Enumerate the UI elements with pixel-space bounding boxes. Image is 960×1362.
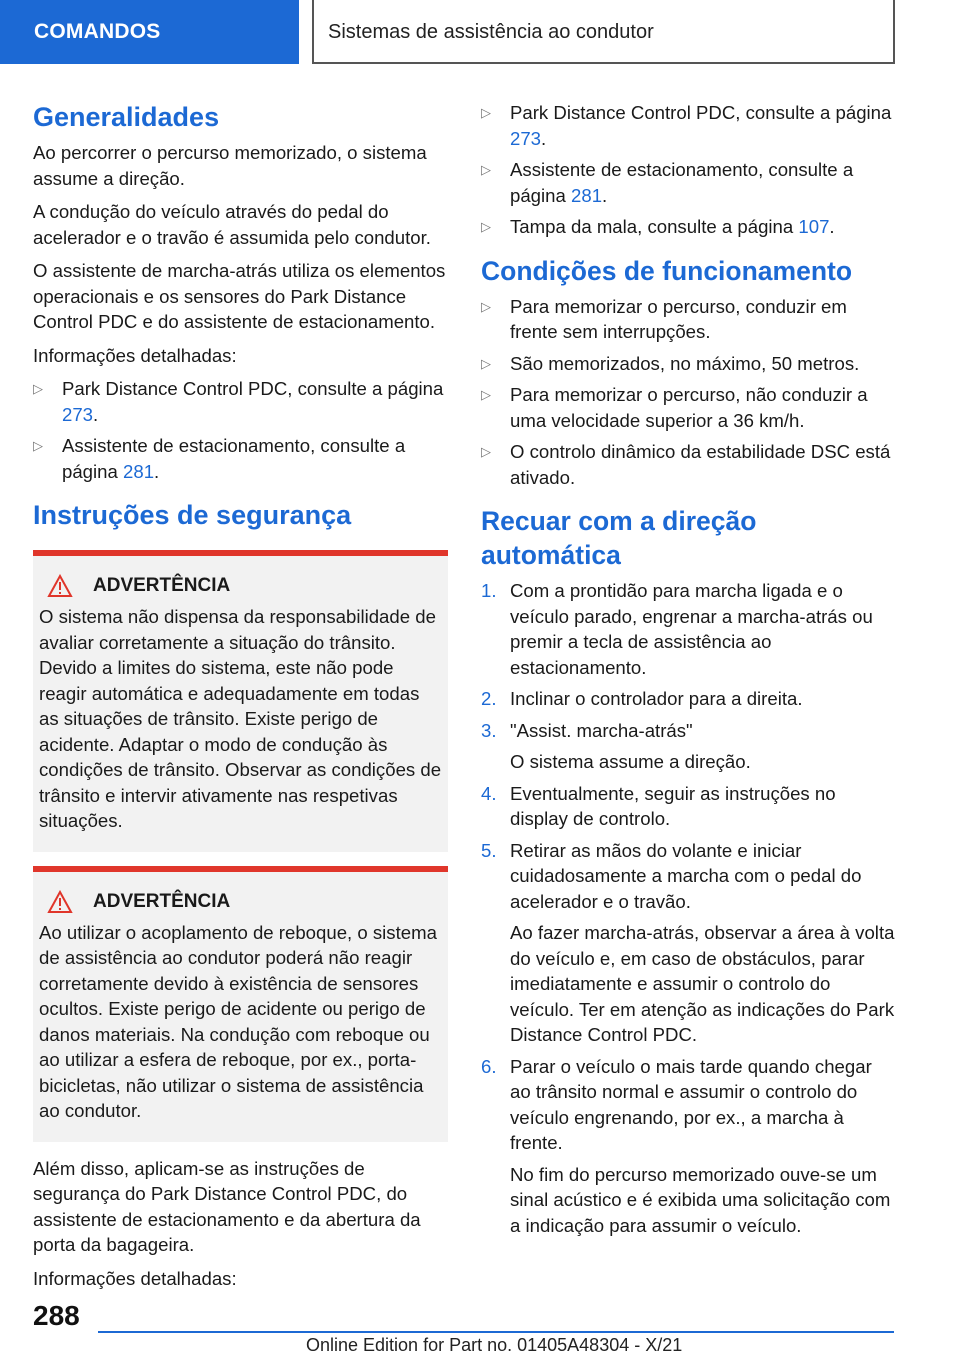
paragraph: A condução do veículo através do pedal do acelerador e o travão é assumida pelo condutor. xyxy=(33,201,431,248)
triangle-bullet-icon: ▷ xyxy=(481,387,491,402)
page-link[interactable]: 281 xyxy=(571,184,603,206)
conditions-list xyxy=(481,294,896,491)
list-item: 4. Eventualmente, seguir as instruções no display de controlo. xyxy=(481,782,836,829)
footer-divider xyxy=(98,1331,894,1333)
paragraph: Além disso, aplicam-se as instruções de segurança do Park Distance Control PDC, do assistente de estacionamento e da abertura da porta da bagageira. xyxy=(33,1157,421,1255)
list-item: ▷ Park Distance Control PDC, consulte a página 273. xyxy=(481,102,892,149)
list-item: ▷ São memorizados, no máximo, 50 metros. xyxy=(481,351,896,377)
ref-text: Assistente de estacionamento, consulte a página xyxy=(510,159,854,206)
page-link[interactable]: 273 xyxy=(510,127,542,149)
warning-label: ADVERTÊNCIA xyxy=(93,890,231,912)
triangle-bullet-icon: ▷ xyxy=(481,444,491,459)
heading-conditions: Condições de funcionamento xyxy=(481,255,853,286)
list-item: ▷ O controlo dinâmico da estabilidade DSC está ativado. xyxy=(481,441,891,488)
warning-box xyxy=(33,866,448,1142)
heading-reverse: Recuar com a direção automática xyxy=(481,506,757,570)
right-column xyxy=(481,100,896,1244)
ref-text: Assistente de estacionamento, consulte a página xyxy=(62,435,406,482)
ref-text: Park Distance Control PDC, consulte a página xyxy=(62,378,444,399)
triangle-bullet-icon: ▷ xyxy=(481,355,491,371)
page-link[interactable]: 281 xyxy=(123,460,155,482)
warning-title xyxy=(39,890,442,914)
paragraph: Informações detalhadas: xyxy=(33,344,237,366)
list-item: 2. Inclinar o controlador para a direita. xyxy=(481,688,803,709)
page-number: 288 xyxy=(33,1300,80,1331)
page-link[interactable]: 273 xyxy=(62,403,94,425)
warning-text: Ao utilizar o acoplamento de reboque, o sistema de assistência ao condutor poderá não reagir corretamente devido à existência de sensores ocultos. Existe perigo de acidente ou perigo de danos materiais. Na condução com reboque ou ao utilizar a esfera de reboque, por ex., porta-bicicletas, não utilizar o sistema de assistência ao condutor. xyxy=(39,921,437,1121)
chapter-title: Sistemas de assistência ao condutor xyxy=(312,0,895,64)
triangle-bullet-icon: ▷ xyxy=(33,438,43,453)
left-column xyxy=(33,100,448,1299)
list-item: 3. "Assist. marcha-atrás" O sistema assume a direção. xyxy=(481,719,751,772)
warning-label: ADVERTÊNCIA xyxy=(93,575,231,596)
list-item: 6. Parar o veículo o mais tarde quando chegar ao trânsito normal e assumir o controlo do veículo engrenando, por ex., a marcha à frente. No fim do percurso memorizado ouve-se um sinal acústico e é exibida uma solicitação com a indicação para assumir o veículo. xyxy=(481,1055,891,1236)
warning-text: O sistema não dispensa da responsabilidade de avaliar corretamente a situação do trânsito. Devido a limites do sistema, este não pode reagir automática e adequadamente em todas as situações de trânsito. Existe perigo de acidente. Adaptar o modo de condução às condições de trânsito. Observar as condições de trânsito e intervir ativamente nas respetivas situações. xyxy=(39,606,442,831)
list-item: ▷ Park Distance Control PDC, consulte a página 273. xyxy=(33,378,444,425)
paragraph: Ao percorrer o percurso memorizado, o sistema assume a direção. xyxy=(33,142,427,189)
heading-general: Generalidades xyxy=(33,102,220,132)
list-item: ▷ Assistente de estacionamento, consulte a página 281. xyxy=(481,159,854,206)
paragraph: O assistente de marcha-atrás utiliza os elementos operacionais e os sensores do Park Distance Control PDC e do assistente de estacionamento. xyxy=(33,260,446,332)
page-header xyxy=(0,0,960,66)
reference-list xyxy=(33,376,448,484)
list-item: ▷ Para memorizar o percurso, não conduzir a uma velocidade superior a 36 km/h. xyxy=(481,384,868,431)
ref-text: Park Distance Control PDC, consulte a página xyxy=(510,102,892,123)
edition-text: Online Edition for Part no. 01405A48304 - X/21 xyxy=(306,1335,683,1355)
triangle-bullet-icon: ▷ xyxy=(33,381,43,396)
warning-triangle-icon xyxy=(47,574,73,598)
paragraph: Informações detalhadas: xyxy=(33,1267,237,1289)
triangle-bullet-icon: ▷ xyxy=(481,219,491,234)
warning-triangle-icon xyxy=(47,890,73,914)
triangle-bullet-icon: ▷ xyxy=(481,162,491,177)
reference-list xyxy=(481,100,896,240)
triangle-bullet-icon: ▷ xyxy=(481,298,491,314)
list-item: ▷ Tampa da mala, consulte a página 107. xyxy=(481,214,896,240)
triangle-bullet-icon: ▷ xyxy=(481,105,491,120)
warning-title xyxy=(39,574,442,598)
heading-safety: Instruções de segurança xyxy=(33,500,352,530)
list-item: 1. Com a prontidão para marcha ligada e o veículo parado, engrenar a marcha-atrás ou premir a tecla de assistência ao estacionamento. xyxy=(481,580,873,678)
list-item: 5. Retirar as mãos do volante e iniciar cuidadosamente a marcha com o pedal do acelerador e o travão. Ao fazer marcha-atrás, observar a área à volta do veículo e, em caso de obstáculos, parar imediatamente e assumir o controlo do veículo. Ter em atenção as indicações do Park Distance Control PDC. xyxy=(481,839,895,1045)
list-item: ▷ Para memorizar o percurso, conduzir em frente sem interrupções. xyxy=(481,295,847,342)
warning-box xyxy=(33,550,448,852)
steps-list xyxy=(481,578,896,1238)
ref-text: Tampa da mala, consulte a página xyxy=(510,216,794,237)
section-tab: COMANDOS xyxy=(0,0,299,64)
page-link[interactable]: 107 xyxy=(798,216,830,237)
list-item: ▷ Assistente de estacionamento, consulte a página 281. xyxy=(33,435,406,482)
